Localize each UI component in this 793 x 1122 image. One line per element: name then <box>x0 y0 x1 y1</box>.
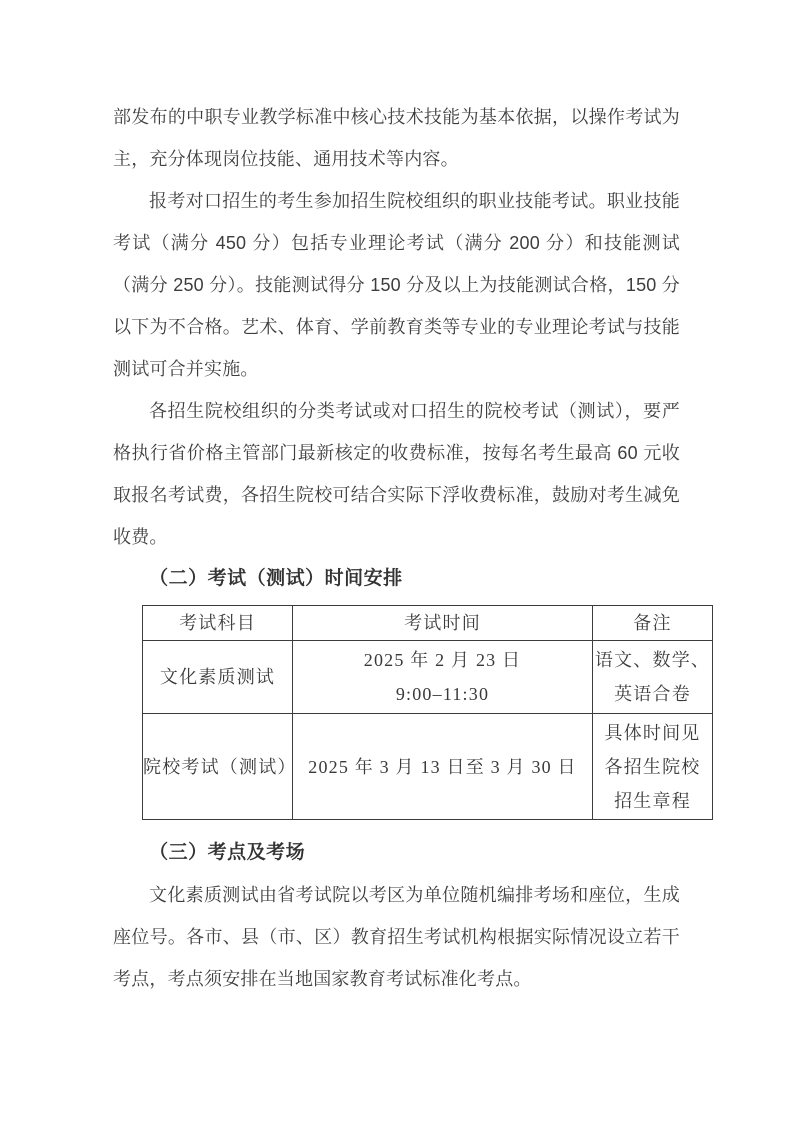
cell-note-line: 英语合卷 <box>614 684 691 704</box>
table-header-row <box>143 606 713 641</box>
cell-note-line: 语文、数学、 <box>594 650 711 670</box>
cell-note-culture-quality-test <box>593 641 713 714</box>
paragraph-exam-basis: 部发布的中职专业教学标准中核心技术技能为基本依据，以操作考试为主，充分体现岗位技能、通用技术等内容。 <box>113 107 680 169</box>
paragraph-exam-fees: 各招生院校组织的分类考试或对口招生的院校考试（测试），要严格执行省价格主管部门最新核定的收费标准，按每名考生最高 60 元收取报名考试费，各招生院校可结合实际下浮收费标准，鼓励对考生减免收费。 <box>113 401 680 547</box>
cell-subject-culture-quality-test: 文化素质测试 <box>143 641 293 714</box>
column-header-note: 备注 <box>593 606 713 641</box>
section-heading-exam-sites: （三）考点及考场 <box>149 842 306 863</box>
cell-note-college-exam <box>593 714 713 820</box>
cell-note-line: 各招生院校 <box>604 756 701 777</box>
exam-schedule-table <box>142 605 713 820</box>
cell-time-hours-line: 9:00–11:30 <box>395 684 490 704</box>
table-row-culture-quality-test <box>143 641 713 714</box>
table-row-college-exam <box>143 714 713 820</box>
cell-time-date-line: 2025 年 2 月 23 日 <box>363 650 522 670</box>
cell-time-college-exam: 2025 年 3 月 13 日至 3 月 30 日 <box>293 714 593 820</box>
section-heading-exam-time-arrangement: （二）考试（测试）时间安排 <box>149 568 403 589</box>
cell-subject-college-exam: 院校考试（测试） <box>143 714 293 820</box>
paragraph-vocational-skill-exam: 报考对口招生的考生参加招生院校组织的职业技能考试。职业技能考试（满分 450 分）包括专业理论考试（满分 200 分）和技能测试（满分 250 分）。技能测试得分 150 分及以上为技能测试合格，150 分以下为不合格。艺术、体育、学前教育类等专业的专业理论考试与技能测试可合并实施。 <box>113 191 680 379</box>
cell-time-culture-quality-test <box>293 641 593 714</box>
cell-note-line: 招生章程 <box>614 790 691 811</box>
cell-note-line: 具体时间见 <box>604 722 701 743</box>
document-content <box>113 0 711 1000</box>
paragraph-exam-sites-detail: 文化素质测试由省考试院以考区为单位随机编排考场和座位，生成座位号。各市、县（市、区）教育招生考试机构根据实际情况设立若干考点，考点须安排在当地国家教育考试标准化考点。 <box>113 885 680 989</box>
column-header-exam-subject: 考试科目 <box>143 606 293 641</box>
column-header-exam-time: 考试时间 <box>293 606 593 641</box>
